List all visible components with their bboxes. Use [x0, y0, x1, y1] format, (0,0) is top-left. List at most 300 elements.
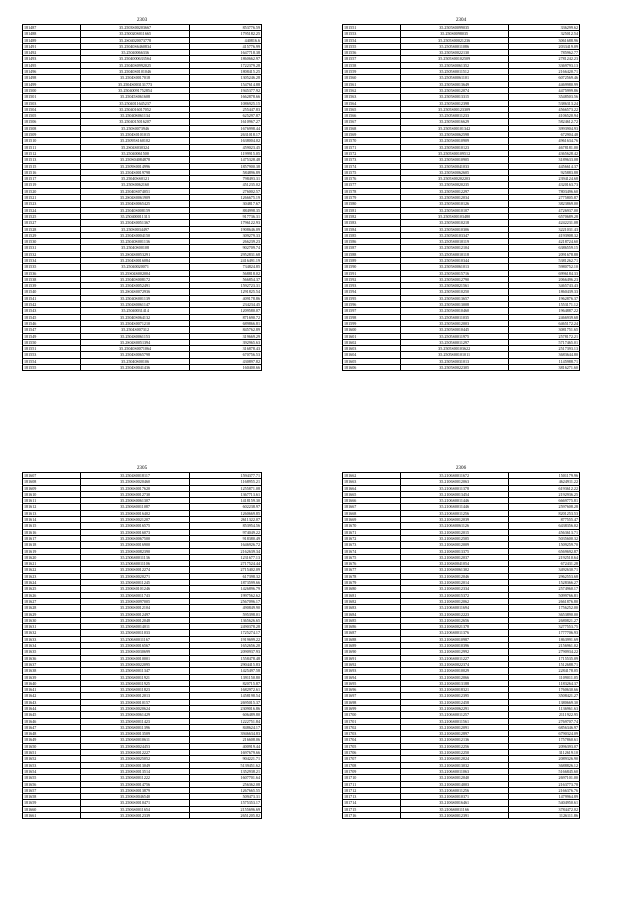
row-id-cell: 181624 [23, 580, 81, 586]
row-id-cell: 181521 [23, 195, 81, 201]
code-cell: 35.2S04S030324 [81, 144, 190, 150]
row-id-cell: 181638 [23, 668, 81, 674]
row-id-cell: 181554 [23, 358, 81, 364]
code-cell: 35.2505S00101011 [400, 352, 508, 358]
code-cell: 35.2106S0012009 [400, 542, 508, 548]
row-id-cell: 181619 [23, 548, 81, 554]
code-cell: 35.250020S011665 [81, 31, 190, 37]
row-id-cell: 181516 [23, 169, 81, 175]
code-cell: 35.2506S0024453 [81, 743, 190, 749]
code-cell: 35.2505S0010905 [400, 157, 508, 163]
amount-cell: 4961634.76 [508, 138, 579, 144]
code-cell: 35.2106S0011694 [400, 605, 508, 611]
amount-cell: 902709.74 [190, 245, 262, 251]
code-cell: 35.2504S0061147 [81, 302, 190, 308]
amount-cell: 3683644.80 [508, 352, 579, 358]
amount-cell: 1722379.28 [190, 62, 262, 68]
row-id-cell: 181596 [343, 302, 401, 308]
amount-cell: 568818.02 [190, 270, 262, 276]
row-id-cell: 181671 [343, 529, 401, 535]
amount-cell: 785962.77 [508, 50, 579, 56]
amount-cell: 1857900.38 [190, 163, 262, 169]
code-cell: 35.2506S0016402 [81, 510, 190, 516]
code-cell: 35.25040S0071064 [81, 346, 190, 352]
amount-cell: 4566573.22 [508, 106, 579, 112]
code-cell: 35.2106S0012062 [400, 598, 508, 604]
amount-cell: 2631018.17 [190, 132, 262, 138]
amount-cell: 3492630.71 [508, 567, 579, 573]
amount-cell: 2309016.86 [190, 705, 262, 711]
code-cell: 35.2505S00202203 [400, 176, 508, 182]
amount-cell: 2695015.37 [190, 699, 262, 705]
row-id-cell: 181525 [23, 213, 81, 219]
row-id-cell: 181644 [23, 705, 81, 711]
amount-cell: 1126111.86 [508, 813, 579, 819]
code-cell: 35.2506S0011423 [81, 718, 190, 724]
code-cell: 35.25040061500 [81, 150, 190, 156]
amount-cell: 4475999.86 [508, 87, 579, 93]
code-cell: 35.2106S0016461 [400, 800, 508, 806]
row-id-cell: 181631 [23, 624, 81, 630]
amount-cell: 2192510.64 [508, 554, 579, 560]
row-id-cell: 181553 [23, 352, 81, 358]
row-id-cell: 181709 [343, 768, 401, 774]
code-cell: 35.2505S0011297 [400, 339, 508, 345]
code-cell: 35.2106S0012063 [400, 479, 508, 485]
page-block-2305 [22, 465, 262, 819]
row-id-cell: 181610 [23, 491, 81, 497]
row-id-cell: 181511 [23, 144, 81, 150]
amount-cell: 2111922.95 [508, 712, 579, 718]
amount-cell: 6438356.02 [508, 523, 579, 529]
code-cell: 35.2504S0051367 [81, 220, 190, 226]
code-cell: 35.2106S0012223 [400, 611, 508, 617]
row-id-cell: 181699 [343, 705, 401, 711]
code-cell: 35.2106S0012046 [400, 573, 508, 579]
row-id-cell: 181555 [343, 43, 401, 49]
code-cell: 35.2106S0062291 [400, 705, 508, 711]
page-block-2303 [22, 17, 262, 371]
code-cell: 35.2505S00103622 [400, 346, 508, 352]
code-cell: 35.2506S0012013 [81, 693, 190, 699]
row-id-cell: 181618 [23, 542, 81, 548]
row-id-cell: 181702 [343, 724, 401, 730]
code-cell: 35.25040091752854 [81, 87, 190, 93]
amount-cell: 2156961.02 [508, 643, 579, 649]
row-id-cell: 181649 [23, 737, 81, 743]
code-cell: 35.2505S0011086 [400, 43, 508, 49]
code-cell: 35.2506S0014011 [81, 624, 190, 630]
code-cell: 35.2506S0067500 [81, 535, 190, 541]
code-cell: 35.2506S0097005 [81, 598, 190, 604]
code-cell: 35.2506S0011222 [81, 775, 190, 781]
code-cell: 35.2504011645237 [81, 100, 190, 106]
code-cell: 35.2505S00102509 [400, 56, 508, 62]
row-id-cell: 181629 [23, 611, 81, 617]
amount-cell: 4106520.94 [508, 113, 579, 119]
row-id-cell: 181690 [343, 649, 401, 655]
amount-cell: 1760630.66 [508, 687, 579, 693]
code-cell: 35.2505S0062598 [400, 132, 508, 138]
row-id-cell: 181652 [23, 756, 81, 762]
code-cell: 35.25040S064132 [81, 314, 190, 320]
amount-cell: 1380669.30 [508, 699, 579, 705]
row-id-cell: 181487 [23, 25, 81, 31]
amount-cell: 853776.59 [190, 25, 262, 31]
amount-cell: 3061688.96 [508, 37, 579, 43]
amount-cell: 625297.87 [190, 113, 262, 119]
page-block-2304 [342, 17, 580, 371]
row-id-cell: 181498 [23, 75, 81, 81]
code-cell: 35.2506S0011167 [81, 636, 190, 642]
row-id-cell: 181555 [23, 365, 81, 371]
row-id-cell: 181708 [343, 762, 401, 768]
amount-cell: 925883.88 [508, 169, 579, 175]
amount-cell: 7803496.60 [508, 188, 579, 194]
code-cell: 35.2504S0052491 [81, 283, 190, 289]
code-cell: 35.250S0034497 [81, 226, 190, 232]
row-id-cell: 181645 [23, 712, 81, 718]
amount-cell: 798493.31 [190, 176, 262, 182]
code-cell: 35.2506S0061307 [81, 498, 190, 504]
code-cell: 35.2504S0101015 [81, 132, 190, 138]
code-cell: 35.2506S0012104 [81, 605, 190, 611]
amount-cell: 1183264.37 [508, 680, 579, 686]
code-cell: 35.2505S00103480 [400, 213, 508, 219]
row-id-cell: 181651 [23, 750, 81, 756]
row-id-cell: 181636 [23, 655, 81, 661]
row-id-cell: 181591 [343, 270, 401, 276]
row-id-cell: 181557 [343, 56, 401, 62]
code-cell: 35.2505S00101342 [400, 125, 508, 131]
amount-cell: 2952831.68 [190, 251, 262, 257]
amount-cell: 2416491.19 [190, 257, 262, 263]
amount-cell: 2166376.76 [508, 787, 579, 793]
amount-cell: 1352938.21 [190, 768, 262, 774]
row-id-cell: 181559 [343, 69, 401, 75]
code-cell: 35.2106S0012256 [400, 743, 508, 749]
code-cell: 35.2106S0012395 [400, 693, 508, 699]
row-id-cell: 181551 [23, 346, 81, 352]
amount-cell: 4678181.00 [508, 144, 579, 150]
amount-cell: 1795182.25 [190, 31, 262, 37]
amount-cell: 3277553.75 [508, 624, 579, 630]
row-id-cell: 181532 [23, 251, 81, 257]
row-id-cell: 181617 [23, 535, 81, 541]
row-id-cell: 181685 [343, 617, 401, 623]
amount-cell: 1291825.54 [190, 289, 262, 295]
amount-cell: 1777706.93 [508, 630, 579, 636]
row-id-cell: 181632 [23, 630, 81, 636]
row-id-cell: 181531 [23, 245, 81, 251]
amount-cell: 6072569.46 [508, 75, 579, 81]
code-cell: 35.2106S0011063 [400, 768, 508, 774]
code-cell: 35.2505S0022305 [400, 365, 508, 371]
code-cell: 35.2106S0012066 [400, 674, 508, 680]
row-id-cell: 181621 [23, 561, 81, 567]
code-cell: 35.2106S0061126 [400, 523, 508, 529]
row-id-cell: 181701 [343, 718, 401, 724]
data-table [22, 472, 262, 819]
code-cell: 35.2106S0012024 [400, 756, 508, 762]
code-cell: 35.25040020071 [81, 264, 190, 270]
row-id-cell: 181704 [343, 737, 401, 743]
amount-cell: 1638004.02 [190, 138, 262, 144]
code-cell: 35.2506S0012339 [81, 813, 190, 819]
amount-cell: 1919699.22 [190, 636, 262, 642]
code-cell: 35.25S04S002004 [81, 270, 190, 276]
row-id-cell: 181650 [23, 743, 81, 749]
amount-cell: 2775805.87 [508, 195, 579, 201]
amount-cell: 606489.80 [190, 712, 262, 718]
code-cell: 35.2106S0011256 [400, 787, 508, 793]
amount-cell: 1757860.61 [508, 737, 579, 743]
code-cell: 35.2505S0010123 [400, 144, 508, 150]
code-cell: 35.2106S0012656 [400, 617, 508, 623]
row-id-cell: 181667 [343, 504, 401, 510]
row-id-cell: 181515 [23, 163, 81, 169]
amount-cell: 4624911.22 [508, 479, 579, 485]
row-id-cell: 181679 [343, 580, 401, 586]
amount-cell: 266239.23 [190, 239, 262, 245]
row-id-cell: 181530 [23, 239, 81, 245]
amount-cell: 1725274.17 [190, 630, 262, 636]
amount-cell: 974049.22 [190, 529, 262, 535]
page-title: 2306 [455, 465, 467, 471]
amount-cell: 4242231.08 [508, 220, 579, 226]
amount-cell: 871690.72 [190, 314, 262, 320]
amount-cell: 584896.89 [190, 169, 262, 175]
amount-cell: 1365626.65 [190, 617, 262, 623]
code-cell: 35.2505S0021561 [400, 283, 508, 289]
amount-cell: 1592723.31 [190, 283, 262, 289]
row-id-cell: 181528 [23, 226, 81, 232]
amount-cell: 6790324.09 [508, 731, 579, 737]
amount-cell: 3993904.93 [508, 125, 579, 131]
table-row [23, 365, 262, 371]
row-id-cell: 181655 [23, 775, 81, 781]
row-id-cell: 181512 [23, 150, 81, 156]
code-cell: 35.2506S0046540 [81, 794, 190, 800]
amount-cell: 1908646.09 [190, 226, 262, 232]
amount-cell: 2611322.07 [190, 517, 262, 523]
code-cell: 35.2505S0016629 [400, 119, 508, 125]
code-cell: 35.25040S00108 [81, 245, 190, 251]
code-cell: 35.2506S0013049 [81, 762, 190, 768]
amount-cell: 1509259.70 [508, 542, 579, 548]
amount-cell: 2661876.80 [508, 598, 579, 604]
amount-cell: 8201253.53 [508, 510, 579, 516]
amount-cell: 3112619.10 [508, 750, 579, 756]
code-cell: 35.2505S0011035 [400, 314, 508, 320]
code-cell: 35.2506S0013509 [81, 731, 190, 737]
row-id-cell: 181601 [343, 333, 401, 339]
amount-cell: 2089326.90 [508, 756, 579, 762]
row-id-cell: 181600 [343, 327, 401, 333]
row-id-cell: 181710 [343, 775, 401, 781]
code-cell: 35.2505S0012104 [400, 245, 508, 251]
code-cell: 35.2106S0012897 [400, 731, 508, 737]
code-cell: 35.2506S0016575 [81, 523, 190, 529]
amount-cell: 5717465.01 [508, 339, 579, 345]
code-cell: 35.2505S00021236 [400, 37, 508, 43]
row-id-cell: 181622 [23, 567, 81, 573]
amount-cell: 6996184.33 [508, 270, 579, 276]
amount-cell: 2091678.88 [508, 251, 579, 257]
row-id-cell: 181493 [23, 56, 81, 62]
code-cell: 35.2506S0011087 [81, 504, 190, 510]
row-id-cell: 181577 [343, 182, 401, 188]
row-id-cell: 181588 [343, 251, 401, 257]
code-cell: 35.2506S0016900 [81, 542, 190, 548]
row-id-cell: 181606 [343, 365, 401, 371]
row-id-cell: 181683 [343, 605, 401, 611]
code-cell: 35.2504S0041436 [81, 365, 190, 371]
row-id-cell: 181550 [23, 339, 81, 345]
code-cell: 35.2505S0010460 [400, 308, 508, 314]
code-cell: 35.2504015016207 [81, 119, 190, 125]
row-id-cell: 181583 [343, 220, 401, 226]
code-cell: 35.2506S0011921 [81, 674, 190, 680]
code-cell: 35.2506S0013879 [81, 787, 190, 793]
row-id-cell: 181625 [23, 586, 81, 592]
row-id-cell: 181660 [23, 806, 81, 812]
amount-cell: 1145988.71 [508, 358, 579, 364]
row-id-cell: 181611 [23, 498, 81, 504]
amount-cell: 4456614.37 [508, 163, 579, 169]
code-cell: 35.2505S0103347 [400, 232, 508, 238]
code-cell: 35.2505S0011975 [400, 333, 508, 339]
code-cell: 35.2106S0012015 [400, 529, 508, 535]
code-cell: 35.2106S0013454 [400, 491, 508, 497]
amount-cell: 1222751.84 [190, 718, 262, 724]
code-cell: 35.2506S0011245 [81, 580, 190, 586]
code-cell: 35.2106S0012458 [400, 699, 508, 705]
row-id-cell: 181656 [23, 781, 81, 787]
row-id-cell: 181573 [343, 157, 401, 163]
amount-cell: 2904415.83 [190, 661, 262, 667]
page-title: 2304 [455, 17, 467, 23]
row-id-cell: 181576 [343, 176, 401, 182]
amount-cell: 400919.44 [190, 743, 262, 749]
code-cell: 35.2506S0020460 [81, 479, 190, 485]
code-cell: 35.2106S0011227 [400, 655, 508, 661]
row-id-cell: 181672 [343, 535, 401, 541]
amount-cell: 5166845.60 [508, 768, 579, 774]
row-id-cell: 181668 [343, 510, 401, 516]
data-table [342, 24, 580, 371]
amount-cell: 1997562.62 [190, 592, 262, 598]
amount-cell: 160400.66 [190, 365, 262, 371]
code-cell: 35.2106S0011257 [400, 712, 508, 718]
row-id-cell: 181597 [343, 308, 401, 314]
row-id-cell: 181614 [23, 517, 81, 523]
amount-cell: 5386313.24 [508, 100, 579, 106]
amount-cell: 1086925.15 [190, 100, 262, 106]
row-id-cell: 181698 [343, 699, 401, 705]
row-id-cell: 181520 [23, 188, 81, 194]
row-id-cell: 181540 [23, 289, 81, 295]
row-id-cell: 181504 [23, 106, 81, 112]
amount-cell: 1266675.19 [190, 195, 262, 201]
code-cell: 35.2504S003131773 [81, 81, 190, 87]
amount-cell: 1808415.25 [190, 69, 262, 75]
code-cell: 35.2106S0011446 [400, 498, 508, 504]
row-id-cell: 181691 [343, 655, 401, 661]
code-cell: 35.2506S0082390 [81, 548, 190, 554]
code-cell: 35.25040S008172 [81, 276, 190, 282]
row-id-cell: 181546 [23, 320, 81, 326]
row-id-cell: 181630 [23, 617, 81, 623]
code-cell: 35.2506S0011106 [81, 561, 190, 567]
code-cell: 35.2506S0020624 [81, 705, 190, 711]
amount-cell: 2394124.68 [508, 176, 579, 182]
amount-cell: 6570689.28 [508, 213, 579, 219]
code-cell: 35.2106S0010987 [400, 636, 508, 642]
amount-cell: 2192936.25 [508, 491, 579, 497]
page-block-2306 [342, 465, 580, 819]
code-cell: 35.2106S0012250 [400, 750, 508, 756]
code-cell: 35.2106S0012136 [400, 737, 508, 743]
row-id-cell: 181529 [23, 232, 81, 238]
code-cell: 35.2505S0010306 [400, 226, 508, 232]
amount-cell: 1652656.20 [190, 643, 262, 649]
code-cell: 35.25040S001136 [81, 239, 190, 245]
amount-cell: 3784472.02 [508, 806, 579, 812]
row-id-cell: 181654 [23, 768, 81, 774]
amount-cell: 1260669.85 [190, 510, 262, 516]
amount-cell: 430897.82 [190, 358, 262, 364]
row-id-cell: 181673 [343, 542, 401, 548]
code-cell: 35.2506S0012497 [81, 611, 190, 617]
row-id-cell: 181696 [343, 687, 401, 693]
row-id-cell: 181682 [343, 598, 401, 604]
row-id-cell: 181689 [343, 643, 401, 649]
amount-cell: 6465172.24 [508, 320, 579, 326]
amount-cell: 2155696.69 [190, 806, 262, 812]
amount-cell: 3548503.56 [508, 94, 579, 100]
code-cell: 35.2106S0015372 [400, 592, 508, 598]
row-id-cell: 181647 [23, 724, 81, 730]
row-id-cell: 181665 [343, 491, 401, 497]
amount-cell: 234234.45 [190, 302, 262, 308]
row-id-cell: 181582 [343, 213, 401, 219]
code-cell: 35.2505S0011233 [400, 113, 508, 119]
amount-cell: 304817.67 [190, 201, 262, 207]
row-id-cell: 181712 [343, 787, 401, 793]
amount-cell: 1553171.12 [508, 302, 579, 308]
row-id-cell: 181574 [343, 163, 401, 169]
row-id-cell: 181564 [343, 100, 401, 106]
code-cell: 35.250400011313 [81, 213, 190, 219]
code-cell: 35.250S0073946 [81, 125, 190, 131]
amount-cell: 409178.86 [190, 295, 262, 301]
amount-cell: 1860662.97 [190, 56, 262, 62]
code-cell: 35.2505S0013657 [400, 295, 508, 301]
row-id-cell: 181657 [23, 787, 81, 793]
amount-cell: 2574960.17 [508, 586, 579, 592]
code-cell: 35.2106S0011256 [400, 510, 508, 516]
amount-cell: 4193908.32 [508, 232, 579, 238]
row-id-cell: 181706 [343, 750, 401, 756]
code-cell: 35.2504S0018117 [81, 473, 190, 479]
row-id-cell: 181536 [23, 270, 81, 276]
code-cell: 35.2506S0017620 [81, 485, 190, 491]
row-id-cell: 181686 [343, 624, 401, 630]
code-cell: 35.25095S160102 [81, 138, 190, 144]
code-cell: 35.2506S0011743 [81, 592, 190, 598]
row-id-cell: 181713 [343, 794, 401, 800]
